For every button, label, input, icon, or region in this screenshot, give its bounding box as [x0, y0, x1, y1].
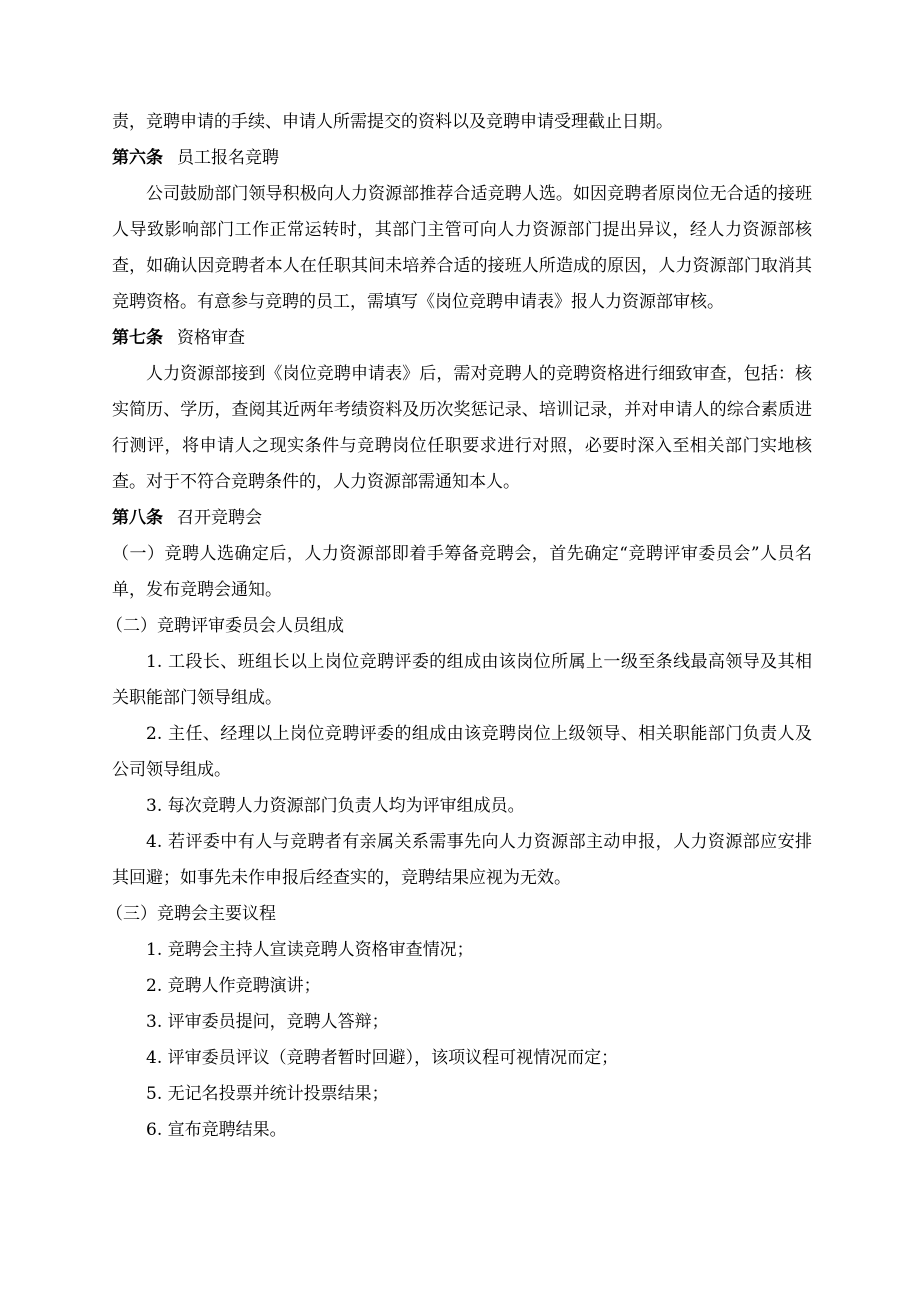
- article-8-section-2-title: （二）竞聘评审委员会人员组成: [106, 616, 344, 636]
- list-item: 6. 宣布竞聘结果。: [146, 1120, 287, 1140]
- article-6-label: 第六条: [112, 148, 163, 168]
- list-item: 4. 若评委中有人与竞聘者有亲属关系需事先向人力资源部主动申报，人力资源部应安排其回避；如事先未作申报后经查实的，竞聘结果应视为无效。: [112, 832, 812, 888]
- article-8-section-1: （一）竞聘人选确定后，人力资源部即着手筹备竞聘会，首先确定“竞聘评审委员会”人员名单，发布竞聘会通知。: [112, 544, 812, 600]
- list-item: 3. 每次竞聘人力资源部门负责人均为评审组成员。: [146, 796, 525, 816]
- article-8-title: 召开竞聘会: [177, 508, 262, 528]
- article-8-label: 第八条: [112, 508, 163, 528]
- article-6-title: 员工报名竞聘: [177, 148, 279, 168]
- list-item: 1. 工段长、班组长以上岗位竞聘评委的组成由该岗位所属上一级至条线最高领导及其相关职能部门领导组成。: [112, 652, 812, 708]
- list-item: 2. 主任、经理以上岗位竞聘评委的组成由该竞聘岗位上级领导、相关职能部门负责人及公司领导组成。: [112, 724, 812, 780]
- list-item: 5. 无记名投票并统计投票结果；: [146, 1084, 389, 1104]
- article-7-heading: [112, 320, 812, 356]
- document-body: [106, 104, 812, 1148]
- intro-tail-line: 责，竞聘申请的手续、申请人所需提交的资料以及竞聘申请受理截止日期。: [112, 112, 673, 132]
- article-8-heading: [112, 500, 812, 536]
- list-item: 1. 竞聘会主持人宣读竞聘人资格审查情况；: [146, 940, 474, 960]
- article-8-section-3-title: （三）竞聘会主要议程: [106, 904, 276, 924]
- list-item: 3. 评审委员提问，竞聘人答辩；: [146, 1012, 389, 1032]
- list-item: 4. 评审委员评议（竞聘者暂时回避），该项议程可视情况而定；: [146, 1048, 619, 1068]
- article-6-heading: [112, 140, 812, 176]
- article-7-label: 第七条: [112, 328, 163, 348]
- article-7-body: 人力资源部接到《岗位竞聘申请表》后，需对竞聘人的竞聘资格进行细致审查，包括：核实简历、学历，查阅其近两年考绩资料及历次奖惩记录、培训记录，并对申请人的综合素质进行测评，将申请人之现实条件与竞聘岗位任职要求进行对照，必要时深入至相关部门实地核查。对于不符合竞聘条件的，人力资源部需通知本人。: [112, 364, 812, 492]
- article-7-title: 资格审查: [177, 328, 245, 348]
- article-6-body: 公司鼓励部门领导积极向人力资源部推荐合适竞聘人选。如因竞聘者原岗位无合适的接班人导致影响部门工作正常运转时，其部门主管可向人力资源部门提出异议，经人力资源部核查，如确认因竞聘者本人在任职其间未培养合适的接班人所造成的原因，人力资源部门取消其竞聘资格。有意参与竞聘的员工，需填写《岗位竞聘申请表》报人力资源部审核。: [112, 184, 812, 312]
- list-item: 2. 竞聘人作竞聘演讲；: [146, 976, 321, 996]
